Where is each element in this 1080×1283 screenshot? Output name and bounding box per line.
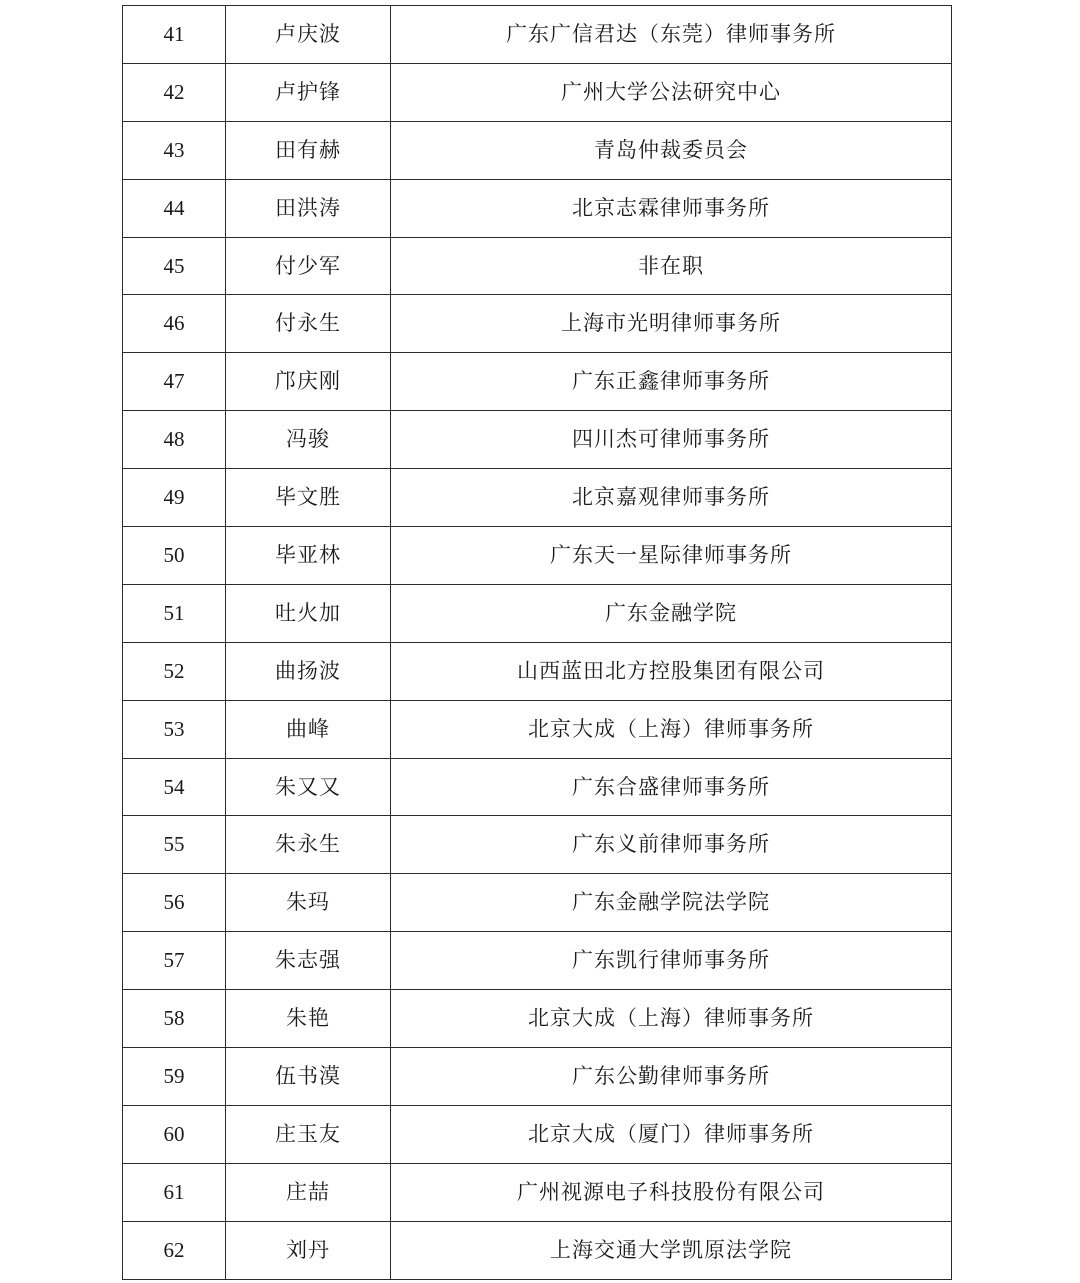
member-organization: 北京嘉观律师事务所	[391, 469, 952, 527]
row-number: 54	[123, 758, 226, 816]
table-row	[123, 63, 952, 121]
member-name: 庄喆	[226, 1163, 391, 1221]
row-number: 52	[123, 642, 226, 700]
table-row	[123, 179, 952, 237]
row-number: 56	[123, 874, 226, 932]
table-row	[123, 816, 952, 874]
member-name: 付永生	[226, 295, 391, 353]
member-organization: 山西蓝田北方控股集团有限公司	[391, 642, 952, 700]
member-organization: 广东天一星际律师事务所	[391, 527, 952, 585]
member-name: 朱玛	[226, 874, 391, 932]
row-number: 49	[123, 469, 226, 527]
member-name: 朱又又	[226, 758, 391, 816]
row-number: 51	[123, 584, 226, 642]
member-organization: 广州大学公法研究中心	[391, 63, 952, 121]
member-organization: 北京大成（厦门）律师事务所	[391, 1105, 952, 1163]
member-name: 田有赫	[226, 121, 391, 179]
member-name: 冯骏	[226, 411, 391, 469]
member-organization: 四川杰可律师事务所	[391, 411, 952, 469]
member-organization: 广东金融学院法学院	[391, 874, 952, 932]
row-number: 50	[123, 527, 226, 585]
member-name: 朱志强	[226, 932, 391, 990]
row-number: 41	[123, 6, 226, 64]
member-organization: 上海市光明律师事务所	[391, 295, 952, 353]
table-row	[123, 584, 952, 642]
member-organization: 上海交通大学凯原法学院	[391, 1221, 952, 1279]
member-name: 刘丹	[226, 1221, 391, 1279]
member-name: 曲扬波	[226, 642, 391, 700]
member-name: 付少军	[226, 237, 391, 295]
table-row	[123, 469, 952, 527]
row-number: 48	[123, 411, 226, 469]
member-name: 伍书漠	[226, 1048, 391, 1106]
table-row	[123, 990, 952, 1048]
row-number: 62	[123, 1221, 226, 1279]
row-number: 43	[123, 121, 226, 179]
member-organization: 广东广信君达（东莞）律师事务所	[391, 6, 952, 64]
member-name: 朱艳	[226, 990, 391, 1048]
member-organization: 青岛仲裁委员会	[391, 121, 952, 179]
row-number: 53	[123, 700, 226, 758]
row-number: 46	[123, 295, 226, 353]
member-organization: 广东合盛律师事务所	[391, 758, 952, 816]
member-name: 吐火加	[226, 584, 391, 642]
member-name: 庄玉友	[226, 1105, 391, 1163]
member-organization: 广州视源电子科技股份有限公司	[391, 1163, 952, 1221]
row-number: 47	[123, 353, 226, 411]
member-table	[122, 5, 952, 1280]
table-row	[123, 1048, 952, 1106]
table-row	[123, 1105, 952, 1163]
member-organization: 北京大成（上海）律师事务所	[391, 700, 952, 758]
row-number: 57	[123, 932, 226, 990]
row-number: 45	[123, 237, 226, 295]
member-organization: 非在职	[391, 237, 952, 295]
table-row	[123, 353, 952, 411]
table-row	[123, 700, 952, 758]
table-row	[123, 411, 952, 469]
row-number: 59	[123, 1048, 226, 1106]
table-row	[123, 121, 952, 179]
member-organization: 北京大成（上海）律师事务所	[391, 990, 952, 1048]
row-number: 58	[123, 990, 226, 1048]
member-name: 卢护锋	[226, 63, 391, 121]
member-name: 卢庆波	[226, 6, 391, 64]
member-organization: 广东凯行律师事务所	[391, 932, 952, 990]
member-organization: 北京志霖律师事务所	[391, 179, 952, 237]
member-name: 田洪涛	[226, 179, 391, 237]
row-number: 61	[123, 1163, 226, 1221]
member-organization: 广东公勤律师事务所	[391, 1048, 952, 1106]
member-organization: 广东金融学院	[391, 584, 952, 642]
row-number: 42	[123, 63, 226, 121]
member-organization: 广东正鑫律师事务所	[391, 353, 952, 411]
table-row	[123, 642, 952, 700]
member-table-body	[123, 6, 952, 1280]
table-row	[123, 874, 952, 932]
member-name: 邝庆刚	[226, 353, 391, 411]
row-number: 55	[123, 816, 226, 874]
table-row	[123, 1163, 952, 1221]
row-number: 60	[123, 1105, 226, 1163]
member-name: 朱永生	[226, 816, 391, 874]
table-row	[123, 527, 952, 585]
table-row	[123, 1221, 952, 1279]
table-row	[123, 295, 952, 353]
member-name: 曲峰	[226, 700, 391, 758]
table-row	[123, 932, 952, 990]
member-name: 毕文胜	[226, 469, 391, 527]
table-row	[123, 6, 952, 64]
table-row	[123, 758, 952, 816]
member-name: 毕亚林	[226, 527, 391, 585]
member-organization: 广东义前律师事务所	[391, 816, 952, 874]
table-row	[123, 237, 952, 295]
row-number: 44	[123, 179, 226, 237]
